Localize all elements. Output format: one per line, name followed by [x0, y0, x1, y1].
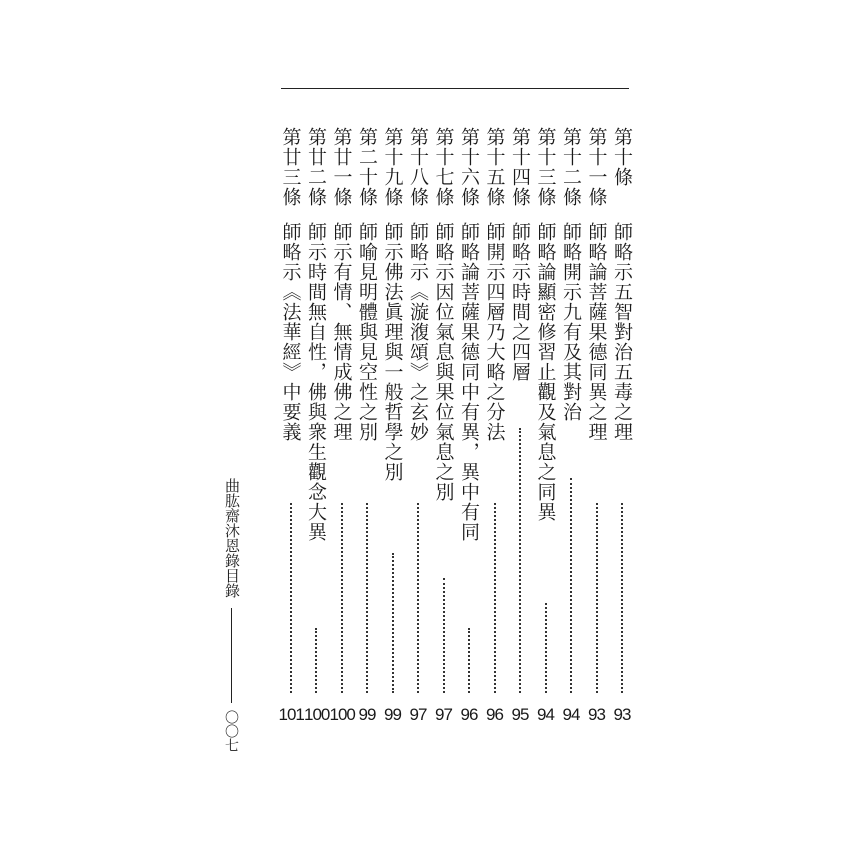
entry-number: 第十四條 — [509, 127, 531, 207]
entry-title: 師略示《漩澓頌》之玄妙 — [407, 222, 429, 442]
toc-entry — [406, 127, 430, 737]
entry-title: 師示佛法眞理與一般哲學之別 — [381, 222, 404, 482]
entry-page-number: 101 — [278, 705, 304, 724]
dot-leader — [468, 628, 472, 693]
entry-page-number: 93 — [588, 705, 605, 724]
entry-title: 師喻見明體與見空性之別 — [356, 222, 378, 442]
entry-number: 第十八條 — [407, 127, 429, 207]
entry-page-number: 97 — [409, 705, 427, 724]
entry-number: 第十七條 — [432, 127, 455, 207]
toc-entry — [610, 127, 634, 737]
toc-entry — [508, 127, 532, 737]
dot-leader — [290, 503, 294, 693]
toc-entry — [534, 127, 558, 737]
entry-number: 第十九條 — [381, 127, 404, 207]
running-head — [222, 478, 242, 778]
toc-entry — [330, 127, 354, 737]
dot-leader — [494, 503, 498, 693]
book-title: 曲肱齋沐恩錄目錄 — [223, 478, 241, 598]
entry-page-number: 96 — [460, 705, 478, 724]
dot-leader — [341, 503, 345, 693]
running-head-rule — [231, 608, 232, 703]
entry-title: 師略論菩薩果德同異之理 — [585, 222, 608, 442]
entry-title: 師示有情、無情成佛之理 — [330, 222, 353, 442]
entry-number: 第廿二條 — [305, 127, 327, 207]
entry-title: 師略論顯密修習止觀及氣息之同異 — [534, 222, 557, 522]
entry-page-number: 99 — [358, 705, 376, 724]
entry-title: 師開示四層乃大略之分法 — [483, 222, 506, 442]
entry-page-number: 97 — [435, 705, 452, 724]
entry-page-number: 95 — [511, 705, 529, 724]
top-rule — [281, 88, 629, 89]
entry-number: 第十六條 — [458, 127, 480, 207]
toc-entry — [279, 127, 303, 737]
entry-title: 師略論菩薩果德同中有異，異中有同 — [458, 222, 480, 542]
dot-leader — [570, 478, 574, 693]
entry-page-number: 94 — [537, 705, 554, 724]
toc-entry — [355, 127, 379, 737]
entry-page-number: 100 — [304, 705, 330, 724]
entry-page-number: 100 — [329, 705, 355, 724]
dot-leader — [545, 603, 549, 693]
dot-leader — [596, 503, 600, 693]
entry-number: 第十三條 — [534, 127, 557, 207]
entry-number: 第二十條 — [356, 127, 378, 207]
entry-title: 師略示時間之四層 — [509, 222, 531, 382]
entry-page-number: 96 — [486, 705, 503, 724]
dot-leader — [519, 428, 523, 693]
dot-leader — [621, 503, 625, 693]
dot-leader — [392, 553, 396, 693]
toc-entry — [432, 127, 456, 737]
entry-title: 師略開示九有及其對治 — [560, 222, 582, 422]
entry-title: 師示時間無自性，佛與衆生觀念大異 — [305, 222, 327, 542]
toc-entry — [381, 127, 405, 737]
entry-number: 第廿三條 — [279, 127, 302, 207]
dot-leader — [443, 578, 447, 693]
toc-entry — [585, 127, 609, 737]
entry-page-number: 93 — [613, 705, 631, 724]
entry-title: 師略示五智對治五毒之理 — [611, 222, 633, 442]
page-number: 〇〇七 — [224, 710, 240, 752]
entry-title: 師略示《法華經》中要義 — [279, 222, 302, 442]
entry-number: 第十五條 — [483, 127, 506, 207]
dot-leader — [366, 503, 370, 693]
toc-entry — [457, 127, 481, 737]
toc-entry — [559, 127, 583, 737]
entry-title: 師略示因位氣息與果位氣息之別 — [432, 222, 455, 502]
toc-entry — [483, 127, 507, 737]
entry-number: 第廿一條 — [330, 127, 353, 207]
entry-number: 第十條 — [611, 127, 633, 187]
entry-page-number: 94 — [562, 705, 580, 724]
entry-number: 第十二條 — [560, 127, 582, 207]
entry-number: 第十一條 — [585, 127, 608, 207]
toc-entry — [304, 127, 328, 737]
dot-leader — [417, 503, 421, 693]
entry-page-number: 99 — [384, 705, 401, 724]
dot-leader — [315, 628, 319, 693]
